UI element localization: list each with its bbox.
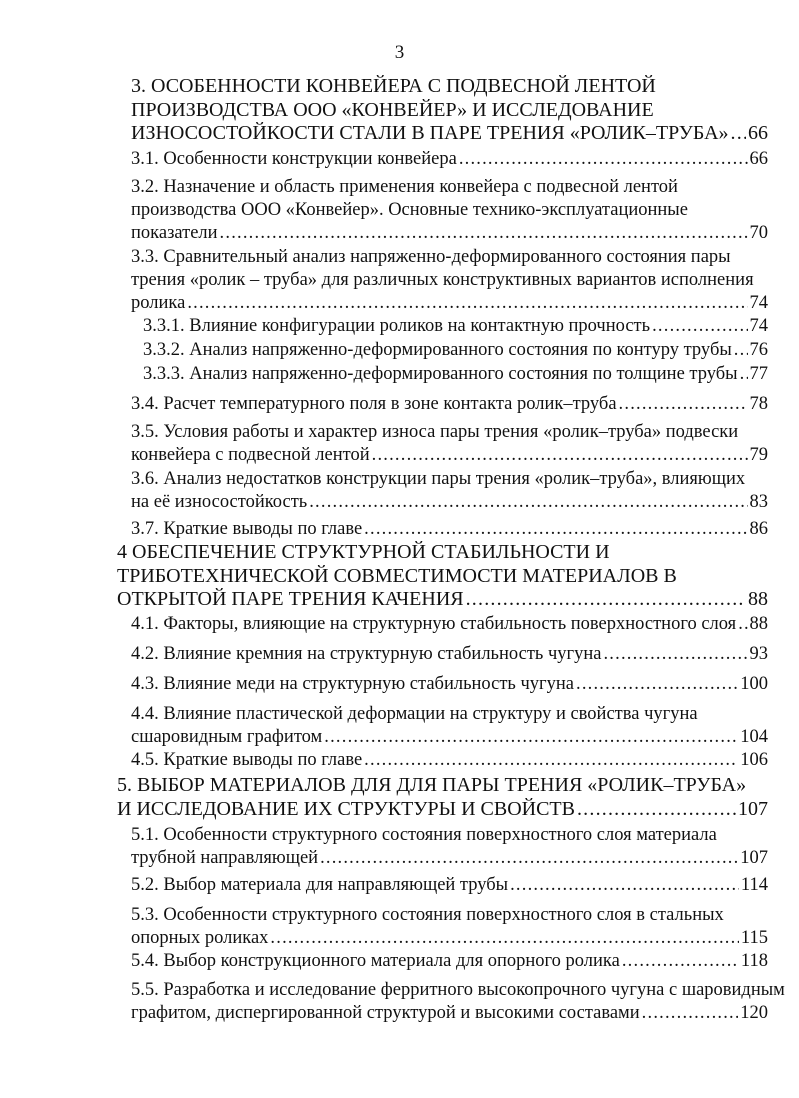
toc-page-number: 115 xyxy=(740,928,768,948)
toc-text-line: 3.4. Расчет температурного поля в зоне контакта ролик–труба xyxy=(131,394,617,414)
toc-entry-3-6[interactable] xyxy=(131,468,768,514)
toc-entry-4-2[interactable] xyxy=(131,643,768,666)
toc-page-number: 86 xyxy=(749,519,768,539)
dot-leader xyxy=(466,588,746,612)
dot-leader xyxy=(364,518,747,541)
dot-leader xyxy=(372,444,748,467)
toc-text-line: показатели xyxy=(131,223,218,243)
toc-text-line: 4.1. Факторы, влияющие на структурную стабильность поверхностного слоя xyxy=(131,614,737,634)
toc-text-line: 5. ВЫБОР МАТЕРИАЛОВ ДЛЯ ДЛЯ ПАРЫ ТРЕНИЯ «РОЛИК–ТРУБА» xyxy=(117,774,747,796)
toc-chapter-3[interactable] xyxy=(131,75,768,146)
toc-entry-5-5[interactable] xyxy=(131,979,785,1025)
toc-text-line: трения «ролик – труба» для различных конструктивных вариантов исполнения xyxy=(131,270,754,290)
toc-entry-3-3-3[interactable] xyxy=(143,363,768,386)
toc-page-number: 83 xyxy=(749,492,768,512)
toc-text-line: 5.5. Разработка и исследование ферритного высокопрочного чугуна с шаровидным xyxy=(131,980,785,1000)
toc-text-line: 4.4. Влияние пластической деформации на структуру и свойства чугуна xyxy=(131,704,698,724)
toc-text-line: ТРИБОТЕХНИЧЕСКОЙ СОВМЕСТИМОСТИ МАТЕРИАЛОВ В xyxy=(117,564,677,587)
toc-entry-3-1[interactable] xyxy=(131,148,768,171)
toc-page-number: 104 xyxy=(740,727,768,747)
toc-text-line: 5.3. Особенности структурного состояния поверхностного слоя в стальных xyxy=(131,905,724,925)
toc-page-number: 74 xyxy=(749,293,768,313)
toc-page-number: 107 xyxy=(740,848,768,868)
toc-entry-3-4[interactable] xyxy=(131,393,768,416)
dot-leader xyxy=(619,393,748,416)
toc-entry-5-2[interactable] xyxy=(131,874,768,897)
toc-text-line: ОТКРЫТОЙ ПАРЕ ТРЕНИЯ КАЧЕНИЯ xyxy=(117,588,464,610)
toc-text-line: производства ООО «Конвейер». Основные технико-эксплуатационные xyxy=(131,200,688,220)
dot-leader xyxy=(740,363,748,386)
dot-leader xyxy=(603,643,747,666)
toc-entry-4-5[interactable] xyxy=(131,749,768,772)
toc-page-number: 74 xyxy=(749,316,768,336)
toc-text-line: конвейера с подвесной лентой xyxy=(131,445,370,465)
toc-page-number: 100 xyxy=(740,674,768,694)
toc-page-number: 114 xyxy=(740,875,768,895)
toc-page-number: 88 xyxy=(749,614,768,634)
dot-leader xyxy=(731,122,746,146)
toc-text-line: 3.2. Назначение и область применения конвейера с подвесной лентой xyxy=(131,177,678,197)
toc-text-line: опорных роликах xyxy=(131,928,269,948)
toc-chapter-5[interactable] xyxy=(117,774,768,821)
dot-leader xyxy=(459,148,748,171)
toc-text-line: 4.3. Влияние меди на структурную стабильность чугуна xyxy=(131,674,574,694)
dot-leader xyxy=(220,222,748,245)
toc-entry-5-4[interactable] xyxy=(131,950,768,973)
toc-page-number: 77 xyxy=(749,364,768,384)
toc-text-line: 4.2. Влияние кремния на структурную стабильность чугуна xyxy=(131,644,602,664)
toc-entry-4-4[interactable] xyxy=(131,703,768,749)
toc-entry-4-3[interactable] xyxy=(131,673,768,696)
toc-text-line: 5.2. Выбор материала для направляющей трубы xyxy=(131,875,509,895)
toc-page-number: 93 xyxy=(749,644,768,664)
toc-text-line: 3.6. Анализ недостатков конструкции пары трения «ролик–труба», влияющих xyxy=(131,469,746,489)
toc-page-number: 66 xyxy=(748,122,768,144)
toc-entry-4-1[interactable] xyxy=(131,613,768,636)
dot-leader xyxy=(309,491,747,514)
toc-page-number: 120 xyxy=(740,1003,768,1023)
toc-text-line: 5.1. Особенности структурного состояния поверхностного слоя материала xyxy=(131,825,717,845)
toc-text-line: ролика xyxy=(131,293,186,313)
toc-text-line: 3.5. Условия работы и характер износа пары трения «ролик–труба» подвески xyxy=(131,422,739,442)
toc-page-number: 66 xyxy=(749,149,768,169)
toc-page-number: 106 xyxy=(740,750,768,770)
toc-text-line: 3.7. Краткие выводы по главе xyxy=(131,519,363,539)
toc-text-line: ПРОИЗВОДСТВА ООО «КОНВЕЙЕР» И ИССЛЕДОВАНИЕ xyxy=(131,98,654,121)
toc-text-line: 3. ОСОБЕННОСТИ КОНВЕЙЕРА С ПОДВЕСНОЙ ЛЕНТОЙ xyxy=(131,75,656,97)
toc-entry-3-3-1[interactable] xyxy=(143,315,768,338)
toc-page-number: 70 xyxy=(749,223,768,243)
dot-leader xyxy=(642,1002,739,1025)
toc-page-number: 88 xyxy=(748,588,768,610)
toc-text-line: сшаровидным графитом xyxy=(131,727,323,747)
dot-leader xyxy=(652,315,747,338)
toc-text-line: 4 ОБЕСПЕЧЕНИЕ СТРУКТУРНОЙ СТАБИЛЬНОСТИ И xyxy=(117,541,610,563)
dot-leader xyxy=(364,749,738,772)
dot-leader xyxy=(270,927,739,950)
toc-text-line: 3.3.2. Анализ напряженно-деформированного состояния по контуру трубы xyxy=(143,340,732,360)
toc-text-line: 3.3. Сравнительный анализ напряженно-деформированного состояния пары xyxy=(131,247,731,267)
toc-entry-3-7[interactable] xyxy=(131,518,768,541)
dot-leader xyxy=(734,339,748,362)
toc-page-number: 118 xyxy=(740,951,768,971)
toc-text-line: ИЗНОСОСТОЙКОСТИ СТАЛИ В ПАРЕ ТРЕНИЯ «РОЛИК–ТРУБА» xyxy=(131,122,729,144)
toc-entry-5-3[interactable] xyxy=(131,904,768,950)
toc-entry-3-3[interactable] xyxy=(131,246,768,315)
toc-page-number: 79 xyxy=(749,445,768,465)
toc-text-line: И ИССЛЕДОВАНИЕ ИХ СТРУКТУРЫ И СВОЙСТВ xyxy=(117,797,575,820)
toc-text-line: 4.5. Краткие выводы по главе xyxy=(131,750,363,770)
page-number: 3 xyxy=(394,42,405,63)
toc-entry-3-2[interactable] xyxy=(131,176,768,245)
dot-leader xyxy=(577,798,736,822)
toc-text-line: 3.1. Особенности конструкции конвейера xyxy=(131,149,457,169)
toc-text-line: на её износостойкость xyxy=(131,492,308,512)
dot-leader xyxy=(320,847,738,870)
dot-leader xyxy=(324,726,738,749)
dot-leader xyxy=(622,950,739,973)
toc-page-number: 78 xyxy=(749,394,768,414)
dot-leader xyxy=(510,874,739,897)
toc-text-line: графитом, диспергированной структурой и высокими составами xyxy=(131,1003,640,1023)
toc-entry-5-1[interactable] xyxy=(131,824,768,870)
toc-page-number: 107 xyxy=(738,797,768,820)
toc-entry-3-3-2[interactable] xyxy=(143,339,768,362)
toc-text-line: 5.4. Выбор конструкционного материала для опорного ролика xyxy=(131,951,620,971)
toc-chapter-4[interactable] xyxy=(117,541,768,612)
toc-text-line: 3.3.1. Влияние конфигурации роликов на контактную прочность xyxy=(143,316,651,336)
dot-leader xyxy=(738,613,747,636)
dot-leader xyxy=(187,292,747,315)
toc-text-line: 3.3.3. Анализ напряженно-деформированного состояния по толщине трубы xyxy=(143,364,738,384)
toc-entry-3-5[interactable] xyxy=(131,421,768,467)
dot-leader xyxy=(576,673,738,696)
toc-text-line: трубной направляющей xyxy=(131,848,319,868)
toc-page-number: 76 xyxy=(749,340,768,360)
